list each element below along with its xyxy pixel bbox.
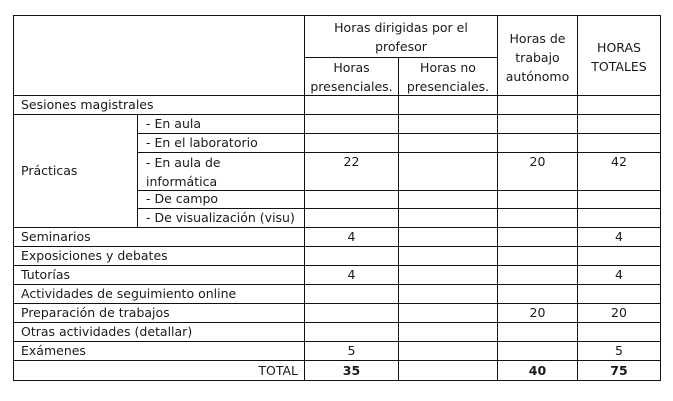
preparacion-totales: 20 xyxy=(611,304,627,320)
row-label-preparacion: Preparación de trabajos xyxy=(21,304,170,320)
practicas-sub-laboratorio: - En el laboratorio xyxy=(146,134,258,150)
col-line xyxy=(398,57,399,381)
practicas-informatica-presenciales: 22 xyxy=(343,154,360,169)
row-label-practicas: Prácticas xyxy=(21,162,78,178)
practicas-sub-aula: - En aula xyxy=(146,115,201,131)
row-label-exposiciones: Exposiciones y debates xyxy=(21,247,168,263)
practicas-informatica-totales: 42 xyxy=(611,154,627,169)
table-border-top xyxy=(13,15,661,16)
seminarios-presenciales: 4 xyxy=(347,228,356,244)
hours-table xyxy=(13,15,661,381)
examenes-presenciales: 5 xyxy=(347,342,356,358)
header-horas-dirigidas: Horas dirigidas por el profesor xyxy=(334,20,468,54)
total-presenciales: 35 xyxy=(342,362,361,378)
header-horas-no-presenciales: Horas no presenciales. xyxy=(406,59,490,94)
practicas-sub-campo: - De campo xyxy=(146,191,219,206)
row-label-examenes: Exámenes xyxy=(21,342,86,358)
row-label-otras: Otras actividades (detallar) xyxy=(21,323,193,339)
total-totales: 75 xyxy=(610,362,628,378)
preparacion-autonomo: 20 xyxy=(529,304,546,320)
row-label-seguimiento: Actividades de seguimiento online xyxy=(21,285,237,301)
practicas-sub-informatica: - En aula de informática xyxy=(146,154,221,189)
tutorias-totales: 4 xyxy=(615,266,623,282)
row-label-sesiones: Sesiones magistrales xyxy=(21,96,154,112)
table-border-bottom xyxy=(13,380,661,381)
col-line xyxy=(577,15,578,381)
total-label: TOTAL xyxy=(258,362,298,378)
table-border-right xyxy=(660,15,661,381)
examenes-totales: 5 xyxy=(615,342,623,358)
header-horas-presenciales: Horas presenciales. xyxy=(310,59,393,94)
seminarios-totales: 4 xyxy=(615,228,623,244)
total-autonomo: 40 xyxy=(528,362,547,378)
row-label-seminarios: Seminarios xyxy=(21,228,91,244)
row-label-tutorias: Tutorías xyxy=(21,266,70,282)
practicas-informatica-autonomo: 20 xyxy=(529,154,546,169)
header-horas-autonomo: Horas de trabajo autónomo xyxy=(505,30,570,84)
tutorias-presenciales: 4 xyxy=(347,266,356,282)
header-horas-totales: HORAS TOTALES xyxy=(591,40,647,74)
practicas-sub-visu: - De visualización (visu) xyxy=(146,209,295,225)
